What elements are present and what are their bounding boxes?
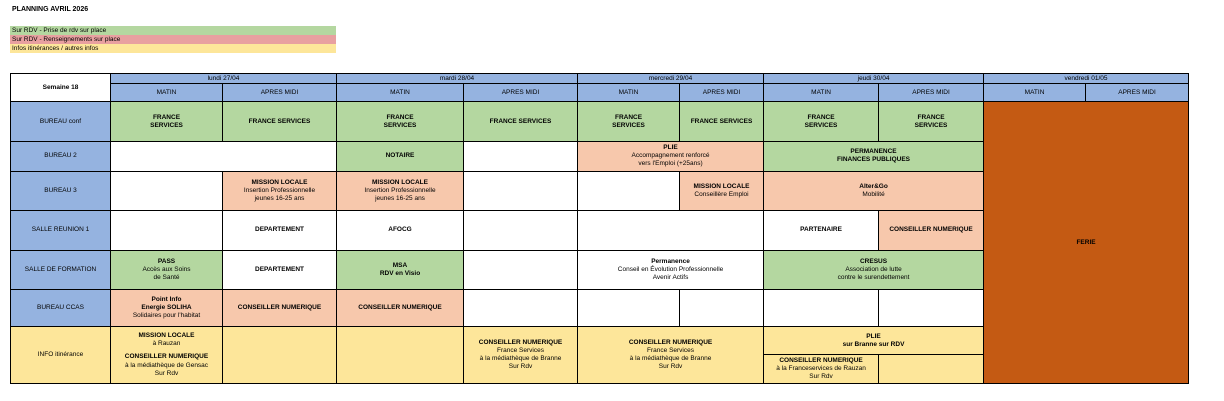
cell-ccas-wed-am: [578, 290, 680, 327]
slot-header-pm: APRES MIDI: [879, 84, 984, 102]
cell-sf-tue-am: MSA RDV en Visio: [337, 250, 464, 290]
cell-conf-wed-pm: FRANCE SERVICES: [680, 102, 764, 142]
legend-item-itinerance: Infos itinérances / autres infos: [10, 44, 336, 53]
cell-b3-mon-am: [111, 171, 223, 211]
cell-ccas-thu-pm: [879, 290, 984, 327]
cell-b3-thu: Alter&Go Mobilité: [764, 171, 984, 211]
row-label-bureau-ccas: BUREAU CCAS: [11, 290, 111, 327]
cell-ccas-mon-am: Point Info Energie SOLIHA Solidaires pour l'habitat: [111, 290, 223, 327]
page-title: PLANNING AVRIL 2026: [12, 6, 89, 13]
cell-b2-tue-am: NOTAIRE: [337, 142, 464, 171]
day-header-wednesday: mercredi 29/04: [578, 74, 764, 84]
cell-conf-thu-am: FRANCE SERVICES: [764, 102, 879, 142]
row-label-bureau-3: BUREAU 3: [11, 171, 111, 211]
cell-sf-wed: Permanence Conseil en Évolution Professionnelle Avenir Actifs: [578, 250, 764, 290]
cell-b2-wed: PLIE Accompagnement renforcé vers l'Emploi (+25ans): [578, 142, 764, 171]
day-header-monday: lundi 27/04: [111, 74, 337, 84]
cell-it-thu-bottom: CONSEILLER NUMERIQUE à la Franceservices de Rauzan Sur Rdv: [764, 355, 879, 384]
cell-ccas-tue-am: CONSEILLER NUMERIQUE: [337, 290, 464, 327]
cell-b2-thu: PERMANENCE FINANCES PUBLIQUES: [764, 142, 984, 171]
row-label-bureau-2: BUREAU 2: [11, 142, 111, 171]
cell-b3-mon-pm: MISSION LOCALE Insertion Professionnelle jeunes 16-25 ans: [223, 171, 337, 211]
week-label: Semaine 18: [11, 74, 111, 102]
cell-b2-tue-pm: [464, 142, 578, 171]
cell-it-thu-top: PLIE sur Branne sur RDV: [764, 326, 984, 354]
cell-sr-mon-pm: DEPARTEMENT: [223, 211, 337, 251]
cell-sf-mon-am: PASS Accès aux Soins de Santé: [111, 250, 223, 290]
cell-ccas-mon-pm: CONSEILLER NUMERIQUE: [223, 290, 337, 327]
cell-sf-tue-pm: [464, 250, 578, 290]
cell-conf-wed-am: FRANCE SERVICES: [578, 102, 680, 142]
planning-table: [10, 73, 1189, 384]
row-label-info-itinerance: INFO itinérance: [11, 326, 111, 383]
cell-it-tue-pm: CONSEILLER NUMERIQUE France Services à la médiathèque de Branne Sur Rdv: [464, 326, 578, 383]
cell-it-wed: CONSEILLER NUMERIQUE France Services à la médiathèque de Branne Sur Rdv: [578, 326, 764, 383]
cell-b2-mon: [111, 142, 337, 171]
cell-ferie: [984, 102, 1189, 384]
row-label-salle-reunion: SALLE REUNION 1: [11, 211, 111, 251]
cell-b3-tue-am: MISSION LOCALE Insertion Professionnelle jeunes 16-25 ans: [337, 171, 464, 211]
slot-header-am: MATIN: [984, 84, 1086, 102]
slot-header-am: MATIN: [578, 84, 680, 102]
slot-header-pm: APRES MIDI: [223, 84, 337, 102]
cell-sr-tue-pm: [464, 211, 578, 251]
cell-conf-tue-am: FRANCE SERVICES: [337, 102, 464, 142]
cell-ccas-thu-am: [764, 290, 879, 327]
cell-sr-mon-am: [111, 211, 223, 251]
row-label-salle-formation: SALLE DE FORMATION: [11, 250, 111, 290]
slot-header-pm: APRES MIDI: [680, 84, 764, 102]
cell-conf-thu-pm: FRANCE SERVICES: [879, 102, 984, 142]
cell-sf-thu: CRESUS Association de lutte contre le surendettement: [764, 250, 984, 290]
slot-header-am: MATIN: [111, 84, 223, 102]
cell-b3-wed-pm: MISSION LOCALE Conseillère Emploi: [680, 171, 764, 211]
day-header-tuesday: mardi 28/04: [337, 74, 578, 84]
row-label-bureau-conf: BUREAU conf: [11, 102, 111, 142]
cell-b3-wed-am: [578, 171, 680, 211]
legend-item-prise-rdv: Sur RDV - Prise de rdv sur place: [10, 26, 336, 35]
slot-header-am: MATIN: [764, 84, 879, 102]
ferie-label: FERIE: [1076, 238, 1096, 246]
cell-conf-tue-pm: FRANCE SERVICES: [464, 102, 578, 142]
cell-sr-tue-am: AFOCG: [337, 211, 464, 251]
day-header-friday: vendredi 01/05: [984, 74, 1189, 84]
cell-ccas-wed-pm: [680, 290, 764, 327]
cell-conf-mon-pm: FRANCE SERVICES: [223, 102, 337, 142]
cell-ccas-tue-pm: [464, 290, 578, 327]
cell-b3-tue-pm: [464, 171, 578, 211]
legend-item-renseignements: Sur RDV - Renseignements sur place: [10, 35, 336, 44]
cell-sr-thu-am: PARTENAIRE: [764, 211, 879, 251]
slot-header-am: MATIN: [337, 84, 464, 102]
cell-conf-mon-am: FRANCE SERVICES: [111, 102, 223, 142]
cell-it-mon-pm: [223, 326, 337, 383]
slot-header-pm: APRES MIDI: [1086, 84, 1189, 102]
cell-it-thu-bottom-pm: [879, 355, 984, 384]
cell-sr-wed: [578, 211, 764, 251]
cell-sf-mon-pm: DEPARTEMENT: [223, 250, 337, 290]
cell-it-tue-am: [337, 326, 464, 383]
slot-header-pm: APRES MIDI: [464, 84, 578, 102]
cell-sr-thu-pm: CONSEILLER NUMERIQUE: [879, 211, 984, 251]
legend: [10, 26, 336, 53]
day-header-thursday: jeudi 30/04: [764, 74, 984, 84]
cell-it-mon-am: MISSION LOCALE à Rauzan CONSEILLER NUMERIQUE à la médiathèque de Gensac Sur Rdv: [111, 326, 223, 383]
